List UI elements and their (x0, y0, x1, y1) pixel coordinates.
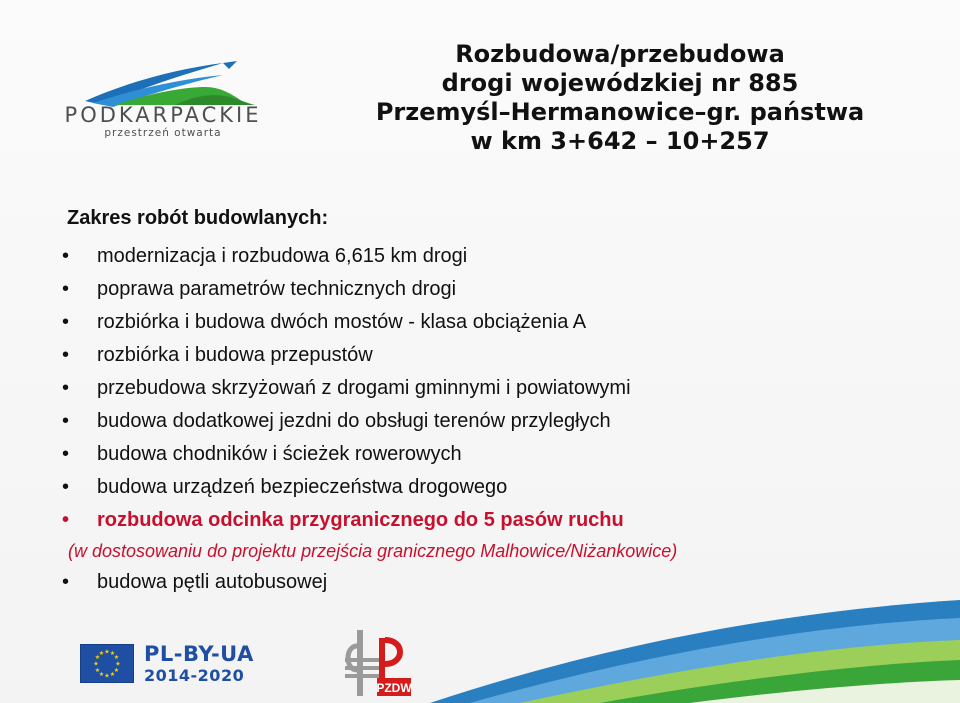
list-item-text: modernizacja i rozbudowa 6,615 km drogi (97, 245, 468, 267)
svg-text:★: ★ (94, 654, 101, 661)
list-item (62, 242, 677, 275)
program-years: 2014-2020 (144, 666, 245, 685)
list-item (62, 275, 677, 308)
eu-stars-icon (81, 645, 133, 682)
program-logo (144, 642, 254, 686)
pzdw-logo-text: PZDW (376, 681, 412, 695)
slide-title (320, 40, 920, 156)
bullet: • (62, 245, 70, 267)
svg-text:★: ★ (98, 650, 105, 657)
logo-tagline: przestrzeń otwarta (104, 127, 222, 139)
title-line: drogi wojewódzkiej nr 885 (441, 69, 799, 97)
program-name: PL-BY-UA (144, 642, 254, 666)
list-item (62, 407, 677, 440)
list-item (62, 568, 677, 601)
bullet: • (62, 476, 70, 498)
bullet: • (62, 344, 70, 366)
bullet: • (62, 377, 70, 399)
bullet: • (62, 311, 70, 333)
title-line: Rozbudowa/przebudowa (455, 40, 785, 68)
svg-text:★: ★ (115, 660, 121, 668)
svg-text:★: ★ (98, 671, 105, 678)
svg-text:★: ★ (109, 650, 116, 657)
bullet: • (62, 410, 70, 432)
svg-text:★: ★ (104, 648, 110, 656)
list-item (62, 308, 677, 341)
list-item-text: przebudowa skrzyżowań z drogami gminnymi i powiatowymi (97, 377, 631, 399)
list-item-text: rozbiórka i budowa przepustów (97, 344, 373, 366)
title-line: Przemyśl–Hermanowice–gr. państwa (375, 98, 865, 126)
eu-flag-logo (80, 644, 134, 683)
list-item (62, 440, 677, 473)
section-heading: Zakres robót budowlanych: (67, 207, 329, 229)
svg-text:★: ★ (113, 654, 120, 661)
list-item-text: budowa dodatkowej jezdni do obsługi terenów przyległych (97, 410, 611, 432)
works-list (62, 242, 677, 601)
list-item-text: budowa urządzeń bezpieczeństwa drogowego (97, 476, 508, 498)
bullet: • (62, 278, 70, 300)
list-item (62, 341, 677, 374)
bullet: • (62, 509, 70, 531)
pzdw-logo (343, 626, 413, 698)
title-line: w km 3+642 – 10+257 (470, 127, 770, 155)
bullet: • (62, 443, 70, 465)
list-item-highlighted (62, 506, 677, 539)
bullet: • (62, 571, 70, 593)
list-item (62, 374, 677, 407)
list-item-text: poprawa parametrów technicznych drogi (97, 278, 457, 300)
svg-text:★: ★ (109, 671, 116, 678)
svg-text:★: ★ (104, 672, 110, 680)
list-item-text: rozbiórka i budowa dwóch mostów - klasa obciążenia A (97, 311, 587, 333)
list-item-text: budowa chodników i ścieżek rowerowych (97, 443, 462, 465)
list-item-text: budowa pętli autobusowej (97, 571, 328, 593)
list-item (62, 473, 677, 506)
list-item-text: rozbudowa odcinka przygranicznego do 5 pasów ruchu (97, 509, 624, 531)
highlight-note: (w dostosowaniu do projektu przejścia granicznego Malhowice/Niżankowice) (68, 541, 678, 561)
svg-text:★: ★ (93, 660, 99, 668)
svg-text:★: ★ (113, 667, 120, 674)
svg-text:★: ★ (94, 667, 101, 674)
logo-wordmark: PODKARPACKIE (64, 103, 262, 127)
